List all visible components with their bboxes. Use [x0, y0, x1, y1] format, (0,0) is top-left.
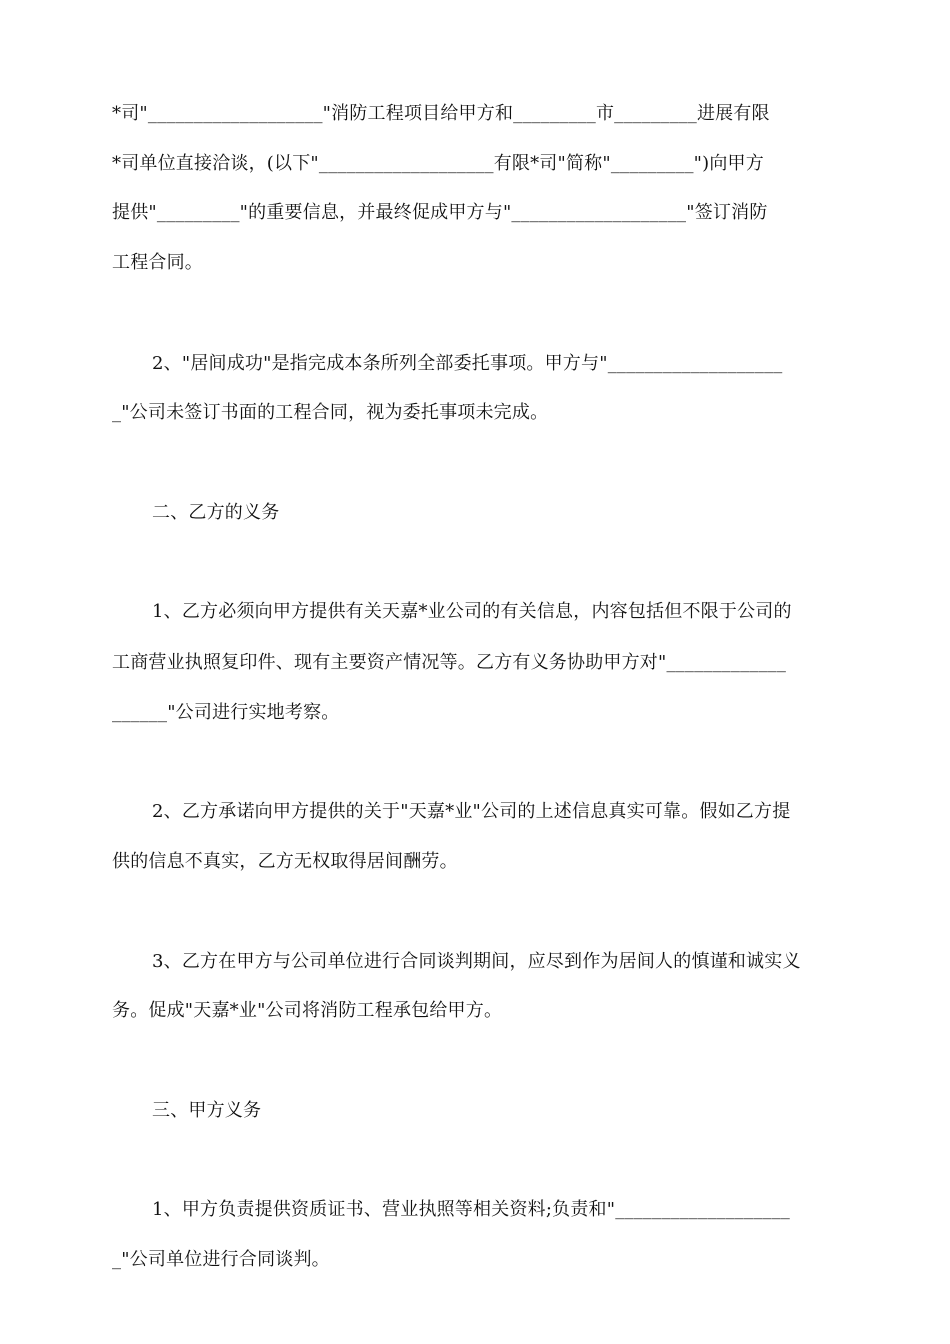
paragraph-3-line-3: ______"公司进行实地考察。 — [112, 702, 340, 723]
paragraph-6-line-2: _"公司单位进行合同谈判。 — [112, 1249, 330, 1270]
paragraph-3-line-1: 1、乙方必须向甲方提供有关天嘉*业公司的有关信息，内容包括但不限于公司的 — [152, 601, 792, 622]
paragraph-1-line-1: *司"___________________"消防工程项目给甲方和_________市_________进展有限 — [112, 103, 770, 124]
paragraph-1-line-2: *司单位直接洽谈，(以下"___________________有限*司"简称"_________")向甲方 — [112, 153, 764, 174]
paragraph-5-line-1: 3、乙方在甲方与公司单位进行合同谈判期间，应尽到作为居间人的慎谨和诚实义 — [152, 951, 801, 972]
paragraph-1-line-4: 工程合同。 — [112, 252, 203, 273]
paragraph-5-line-2: 务。促成"天嘉*业"公司将消防工程承包给甲方。 — [112, 1000, 503, 1021]
section-heading-3: 三、甲方义务 — [152, 1100, 262, 1121]
paragraph-1-line-3: 提供"_________"的重要信息，并最终促成甲方与"___________________"签订消防 — [112, 202, 768, 223]
paragraph-3-line-2: 工商营业执照复印件、现有主要资产情况等。乙方有义务协助甲方对"_____________ — [112, 652, 787, 673]
paragraph-2-line-1: 2、"居间成功"是指完成本条所列全部委托事项。甲方与"___________________ — [152, 353, 783, 374]
paragraph-4-line-1: 2、乙方承诺向甲方提供的关于"天嘉*业"公司的上述信息真实可靠。假如乙方提 — [152, 801, 791, 822]
section-heading-2: 二、乙方的义务 — [152, 502, 280, 523]
paragraph-4-line-2: 供的信息不真实，乙方无权取得居间酬劳。 — [112, 851, 458, 872]
paragraph-6-line-1: 1、甲方负责提供资质证书、营业执照等相关资料;负责和"___________________ — [152, 1199, 790, 1220]
paragraph-2-line-2: _"公司未签订书面的工程合同，视为委托事项未完成。 — [112, 402, 549, 423]
